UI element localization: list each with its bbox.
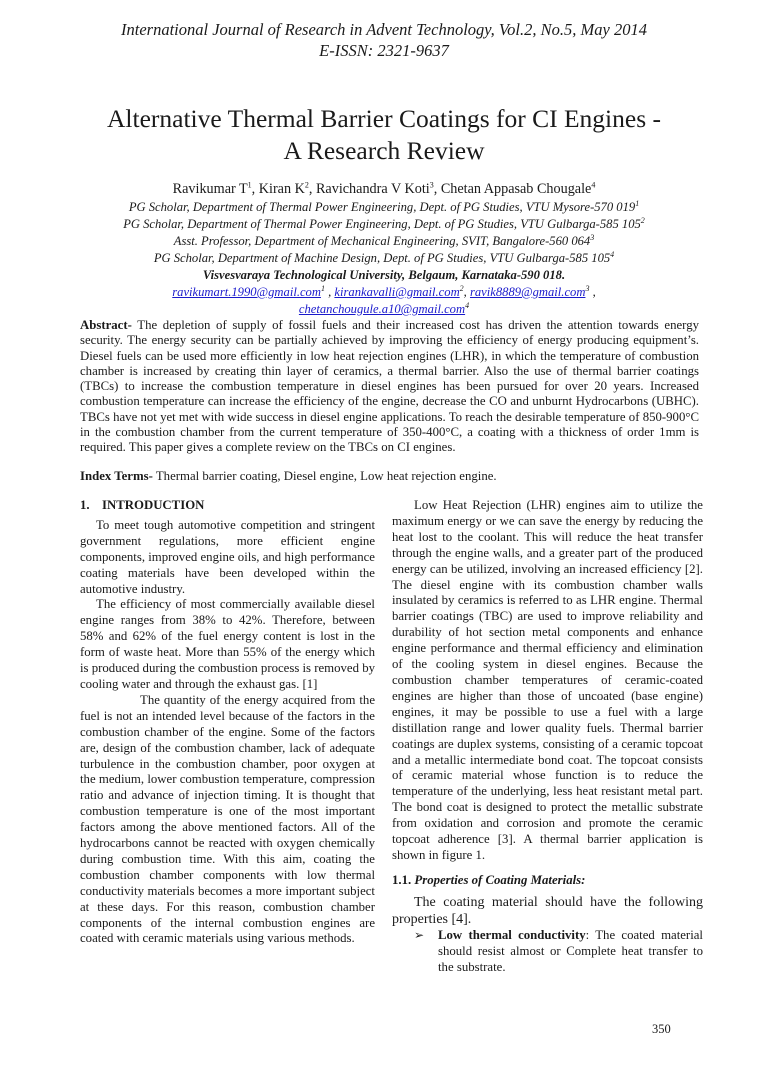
paper-title-line-1: Alternative Thermal Barrier Coatings for CI Engines - — [107, 104, 661, 133]
subsection-heading — [392, 873, 703, 889]
author-name: Chetan Appasab Chougale — [440, 181, 592, 197]
abstract — [80, 318, 699, 456]
journal-citation: International Journal of Research in Advent Technology, Vol.2, No.5, May 2014 — [121, 20, 647, 39]
section-number: 1. — [80, 498, 90, 512]
index-terms-label: Index Terms- — [80, 469, 153, 483]
author-list: Ravikumar $T^1$, Kiran $K^2$, Ravichandra V Koti$^3$, Chetan Appasab Chougale$^4$ — [172, 180, 596, 197]
author-sup: 2 — [304, 180, 309, 190]
author-name: Ravikumar T — [172, 181, 248, 197]
left-column — [80, 498, 375, 947]
author-name: Kiran K — [258, 181, 305, 197]
author-sup: 1 — [247, 180, 252, 190]
affiliation: PG Scholar, Department of Thermal Power Engineering, Dept. of PG Studies, VTU Mysore-570 $019^1$ — [128, 198, 640, 214]
email-list-continued: chetanchougule.a10@gmail.com$^4$ — [298, 300, 470, 316]
email-list: ravikumart.1990@gmail.com$^1$ , kirankavalli@gmail.com$^2$, ravik8889@gmail.com$^3$ , — [172, 283, 596, 299]
email-link[interactable]: ravik8889@gmail.com — [469, 285, 586, 299]
author-sup: 4 — [591, 180, 596, 190]
page-number: 350 — [652, 1022, 671, 1036]
abstract-label: Abstract- — [80, 318, 132, 332]
bullet-term: Low thermal conductivity — [438, 927, 586, 942]
affiliation: PG Scholar, Department of Thermal Power Engineering, Dept. of PG Studies, VTU Gulbarga-585 $105^2$ — [123, 215, 645, 231]
index-terms — [80, 469, 699, 484]
email-link[interactable]: chetanchougule.a10@gmail.com — [298, 302, 466, 316]
affiliation: PG Scholar, Department of Machine Design, Dept. of PG Studies, VTU Gulbarga-585 $105^4$ — [153, 249, 615, 265]
section-heading — [80, 498, 375, 514]
paper-title — [0, 103, 768, 167]
paragraph: The efficiency of most commercially available diesel engine ranges from 38% to 42%. Therefore, between 58% and 62% of the fuel energy content is lost in the form of waste heat. More than 55% of the energy which is produced during the combustion process is removed by cooling water and through the exhaust gas. [1] — [80, 597, 375, 691]
abstract-text: The depletion of supply of fossil fuels and their increased cost has driven the attention towards energy security. The energy security can be partially achieved by improving the efficiency of energy producing equipment’s. Diesel fuels can be used more efficiently in low heat rejection engines (LHR), in which the temperature of combustion chamber is increased by creating thin layer of ceramics, a thermal barrier. Also the use of thermal barrier coatings (TBCs) to increase the combustion temperature in diesel engines has been pursued for over 20 years. Increased combustion temperature can increase the efficiency of the engine, decrease the CO and unburnt Hydrocarbons (UBHC). TBCs have not yet met with wide success in diesel engine applications. To reach the desirable temperature of 850-900°C in the combustion chamber from the current temperature of 350-400°C, a coating with a thickness of order 1mm is required. This paper gives a complete review on the TBCs on CI engines. — [80, 318, 699, 455]
bullet-text: : The coated material should resist almost or Complete heat transfer to the substrate. — [438, 927, 703, 974]
author-name: Ravichandra V Koti — [315, 181, 430, 197]
author-sup: 3 — [429, 180, 434, 190]
right-column — [392, 498, 703, 975]
journal-issn: E-ISSN: 2321-9637 — [319, 41, 449, 60]
email-link[interactable]: kirankavalli@gmail.com — [334, 285, 460, 299]
university: Visvesvaraya Technological University, Belgaum, Karnataka-590 018. — [202, 268, 566, 282]
index-terms-text: Thermal barrier coating, Diesel engine, Low heat rejection engine. — [152, 469, 497, 483]
arrow-bullet-icon: ➢ — [414, 927, 425, 942]
paper-title-line-2: A Research Review — [283, 136, 485, 165]
subsection-number: 1.1. — [392, 872, 412, 887]
paragraph: The quantity of the energy acquired from the fuel is not an intended level because of the factors in the combustion chamber of the engine. Some of the factors are, design of the combustion chamber, lack of adequate turbulence in the combustion chamber, poor oxygen at the medium, lower combustion temperature, compression ratio and advance of injection timing. It is thought that combustion temperature is one of the most important factors among the above mentioned factors. All of the hydrocarbons cannot be reacted with oxygen chemically during combustion time. With this aim, coating the combustion chamber components with low thermal conductivity materials becomes a more important subject at these days. For this reason, combustion chamber components of the internal combustion engines are coated with ceramic materials using various methods. — [80, 692, 375, 946]
subsection-title: Properties of Coating Materials: — [414, 872, 586, 887]
paragraph: Low Heat Rejection (LHR) engines aim to utilize the maximum energy or we can save the energy by reducing the heat lost to the coolant. This will reduce the heat transfer through the engine walls, and a greater part of the produced energy can be utilized, involving an increased efficiency [2]. The diesel engine with its combustion chamber walls insulated by ceramics is referred to as LHR engine. Thermal barrier coatings (TBC) are used to improve reliability and durability of hot section metal components and enhance engine performance and thermal efficiency and elimination of the cooling system in diesel engines. Because the combustion chamber temperatures of ceramic-coated engines are higher than those of uncoated (base engine) engines, it may be possible to use a fuel with a large distillation range and lower quality fuels. Thermal barrier coatings are duplex systems, consisting of a ceramic topcoat and a metallic intermediate bond coat. The topcoat consists of ceramic material whose function is to reduce the temperature of the underlying, less heat resistant metal part. The bond coat is designed to protect the metallic substrate from oxidation and corrosion and promote the ceramic topcoat adherence [3]. A thermal barrier application is shown in figure 1. — [392, 498, 703, 862]
affiliation: Asst. Professor, Department of Mechanical Engineering, SVIT, Bangalore-560 $064^3$ — [173, 232, 595, 248]
email-link[interactable]: ravikumart.1990@gmail.com — [172, 285, 321, 299]
paragraph: The coating material should have the following properties [4]. — [392, 894, 703, 927]
journal-header — [0, 19, 768, 61]
paragraph: To meet tough automotive competition and stringent government regulations, more efficient engine components, improved engine oils, and high performance coating materials have been developed within the automotive industry. — [80, 517, 375, 596]
bullet-item — [414, 928, 703, 976]
section-title: INTRODUCTION — [102, 498, 205, 512]
